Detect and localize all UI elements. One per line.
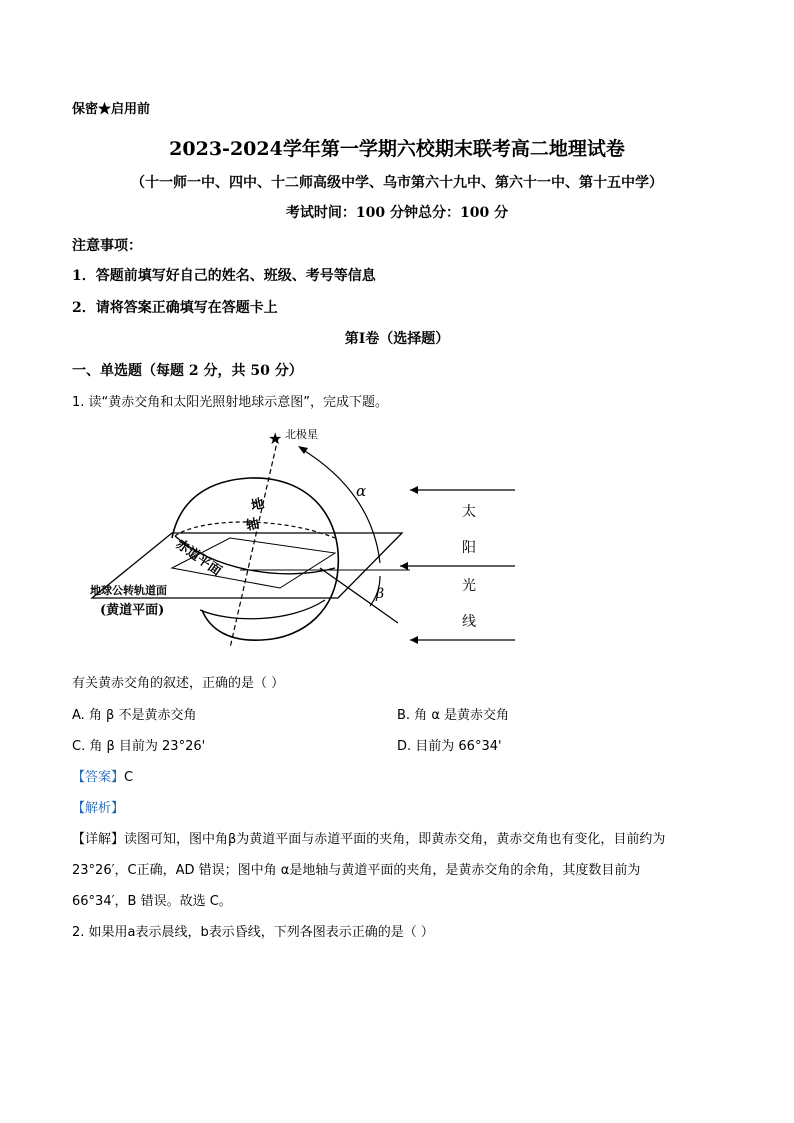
- part-heading: 一、单选题（每题 2 分，共 50 分）: [72, 363, 303, 379]
- polaris-icon: ★: [268, 429, 283, 448]
- ecliptic-label: (黄道平面): [100, 603, 165, 618]
- beta-label: β: [376, 586, 385, 602]
- page-title: 2023-2024学年第一学期六校期末联考高二地理试卷: [169, 138, 625, 160]
- q1-option-b: B. 角 α 是黄赤交角: [397, 708, 510, 723]
- ecliptic-diagram: [80, 418, 540, 658]
- sun-label-3: 光: [462, 578, 476, 594]
- answer-tag: 【答案】: [72, 770, 125, 785]
- q1-option-d: D. 目前为 66°34': [397, 739, 502, 754]
- q1-option-c: C. 角 β 目前为 23°26': [72, 739, 206, 754]
- schools-line: （十一师一中、四中、十二师高级中学、乌市第六十九中、第六十一中、第十五中学）: [131, 175, 663, 191]
- alpha-label: α: [356, 482, 367, 500]
- answer-line: [72, 766, 133, 785]
- notice-heading: 注意事项：: [72, 238, 142, 254]
- analysis-tag: 【解析】: [72, 801, 125, 816]
- detail-text-1: 读图可知，图中角β为黄道平面与赤道平面的夹角，即黄赤交角，黄赤交角也有变化，目前约为: [124, 832, 666, 847]
- detail-line-3: 66°34′，B 错误。故选 C。: [72, 894, 232, 909]
- detail-line-1: [72, 828, 665, 847]
- exam-info: 考试时间：100 分钟总分：100 分: [285, 205, 509, 221]
- detail-line-2: 23°26′，C正确，AD 错误；图中角 α是地轴与黄道平面的夹角，是黄赤交角的余角，其度数目前为: [72, 863, 641, 878]
- polaris-label: 北极星: [285, 428, 318, 441]
- notice-item-2: 2．请将答案正确填写在答题卡上: [72, 300, 278, 316]
- answer-value: C: [124, 770, 134, 785]
- q1-question: 有关黄赤交角的叙述，正确的是（ ）: [72, 676, 285, 691]
- orbit-plane-label: 地球公转轨道面: [90, 584, 167, 597]
- detail-tag: 【详解】: [72, 832, 125, 847]
- sun-label-4: 线: [462, 614, 476, 630]
- q1-option-a: A. 角 β 不是黄赤交角: [72, 708, 197, 723]
- secrecy-label: 保密★启用前: [72, 102, 151, 117]
- equator-plane-label: 赤道平面: [172, 536, 224, 580]
- axis-label-1: 地: [249, 496, 266, 514]
- sun-label-2: 阳: [462, 540, 476, 556]
- q2-stem: 2. 如果用a表示晨线，b表示昏线，下列各图表示正确的是（ ）: [72, 925, 434, 940]
- sun-label-1: 太: [462, 504, 476, 520]
- volume-heading: 第I卷（选择题）: [344, 331, 450, 347]
- axis-label-2: 轴: [244, 516, 261, 534]
- notice-item-1: 1．答题前填写好自己的姓名、班级、考号等信息: [72, 268, 376, 284]
- q1-stem: 1. 读“黄赤交角和太阳光照射地球示意图”，完成下题。: [72, 395, 389, 410]
